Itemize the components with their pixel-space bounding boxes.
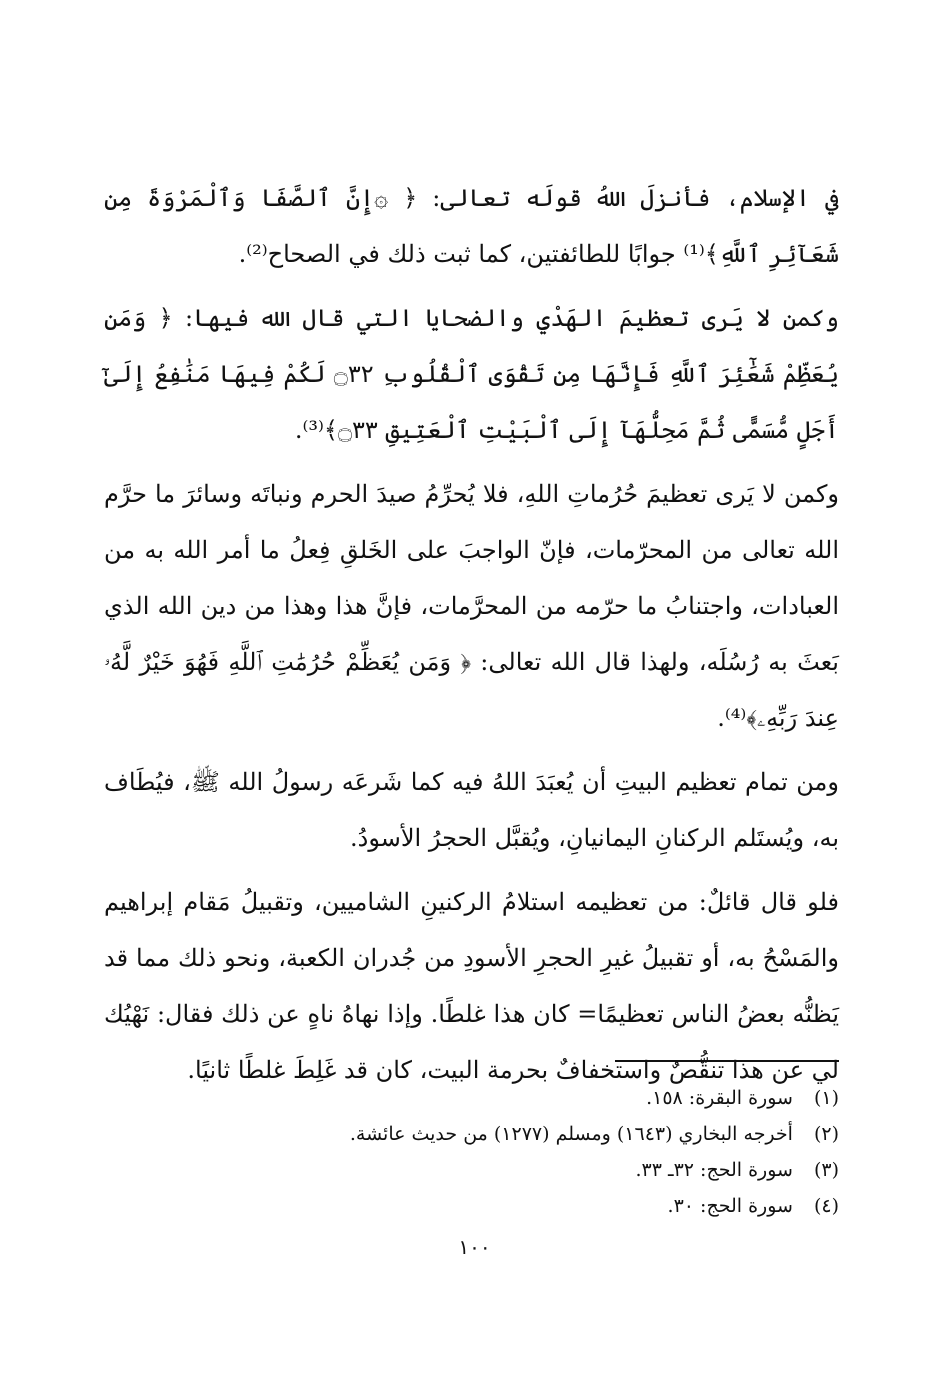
paragraph-2: وكمن لا يَرى تعظيمَ الهَدْيِ والضحايا التي قال الله فيها: ﴿ وَمَن يُعَظِّمْ شَعَٰٓئِرَ ٱللَّهِ فَإِنَّهَا مِن تَقْوَى ٱلْقُلُوبِ ۝٣٢ لَكُمْ فِيهَا مَنَٰفِعُ إِلَىٰٓ أَجَلٍ مُّسَمًّى ثُمَّ مَحِلُّهَآ إِلَى ٱلْبَيْتِ ٱلْعَتِيقِ ۝٣٣﴾⁽³⁾. [104,304,840,444]
footnote-number: (٣) [813,1159,839,1181]
footnote-number: (٤) [813,1195,839,1217]
footnote-text: سورة البقرة: ١٥٨. [646,1087,793,1109]
footnote-2 [104,1116,839,1152]
paragraph-5: فلو قال قائلٌ: من تعظيمه استلامُ الركنينِ الشاميين، وتقبيلُ مَقام إبراهيم والمَسْحُ به، أو تقبيلُ غيرِ الحجرِ الأسودِ من جُدران الكعبة، ونحو ذلك مما قد يَظنُّه بعضُ الناس تعظيمًا= كان هذا غلطًا. وإذا نهاهُ ناهٍ عن ذلك فقال: نَهْيُك لي عن هذا تنقُّصٌ واستخفافٌ بحرمة البيت، كان قد غَلِطَ غلطًا ثانيًا. [104,888,839,1084]
footnote-4 [104,1188,839,1224]
main-text [104,170,839,1106]
paragraph-4: ومن تمام تعظيم البيتِ أن يُعبَدَ اللهُ فيه كما شَرعَه رسولُ الله ﷺ، فيُطَاف به، ويُستَلم الركنانِ اليمانيانِ، ويُقبَّل الحجرُ الأسودُ. [104,768,839,852]
paragraph-3: وكمن لا يَرى تعظيمَ حُرُماتِ اللهِ، فلا يُحرِّمُ صيدَ الحرم ونباتَه وسائرَ ما حرَّم الله تعالى من المحرّمات، فإنّ الواجبَ على الخَلقِ فِعلُ ما أمر الله به من العبادات، واجتنابُ ما حرّمه من المحرَّمات، فإنَّ هذا وهذا من دين الله الذي بَعثَ به رُسُلَه، ولهذا قال الله تعالى: ﴿ وَمَن يُعَظِّمْ حُرُمَٰتِ ٱللَّهِ فَهُوَ خَيْرٌ لَّهُۥ عِندَ رَبِّهِۦ﴾⁽⁴⁾. [104,480,839,732]
footnote-1 [104,1080,839,1116]
footnote-3 [104,1152,839,1188]
footnote-text: سورة الحج: ٣٢ـ ٣٣. [635,1159,793,1181]
footnotes [104,1080,839,1224]
footnote-text: أخرجه البخاري (١٦٤٣) ومسلم (١٢٧٧) من حديث عائشة. [349,1123,793,1145]
page-number: ١٠٠ [458,1235,491,1259]
footnote-number: (٢) [813,1123,839,1145]
paragraph-1: في الإسلام، فأنزلَ اللهُ قولَه تعالى: ﴿ ۞إِنَّ ٱلصَّفَا وَٱلْمَرْوَةَ مِن شَعَآئِرِ ٱللَّهِ﴾⁽¹⁾ جوابًا للطائفتين، كما ثبت ذلك في الصحاح⁽²⁾. [104,184,839,268]
footnote-text: سورة الحج: ٣٠. [667,1195,793,1217]
footnote-separator [615,1060,839,1062]
footnote-number: (١) [813,1087,839,1109]
